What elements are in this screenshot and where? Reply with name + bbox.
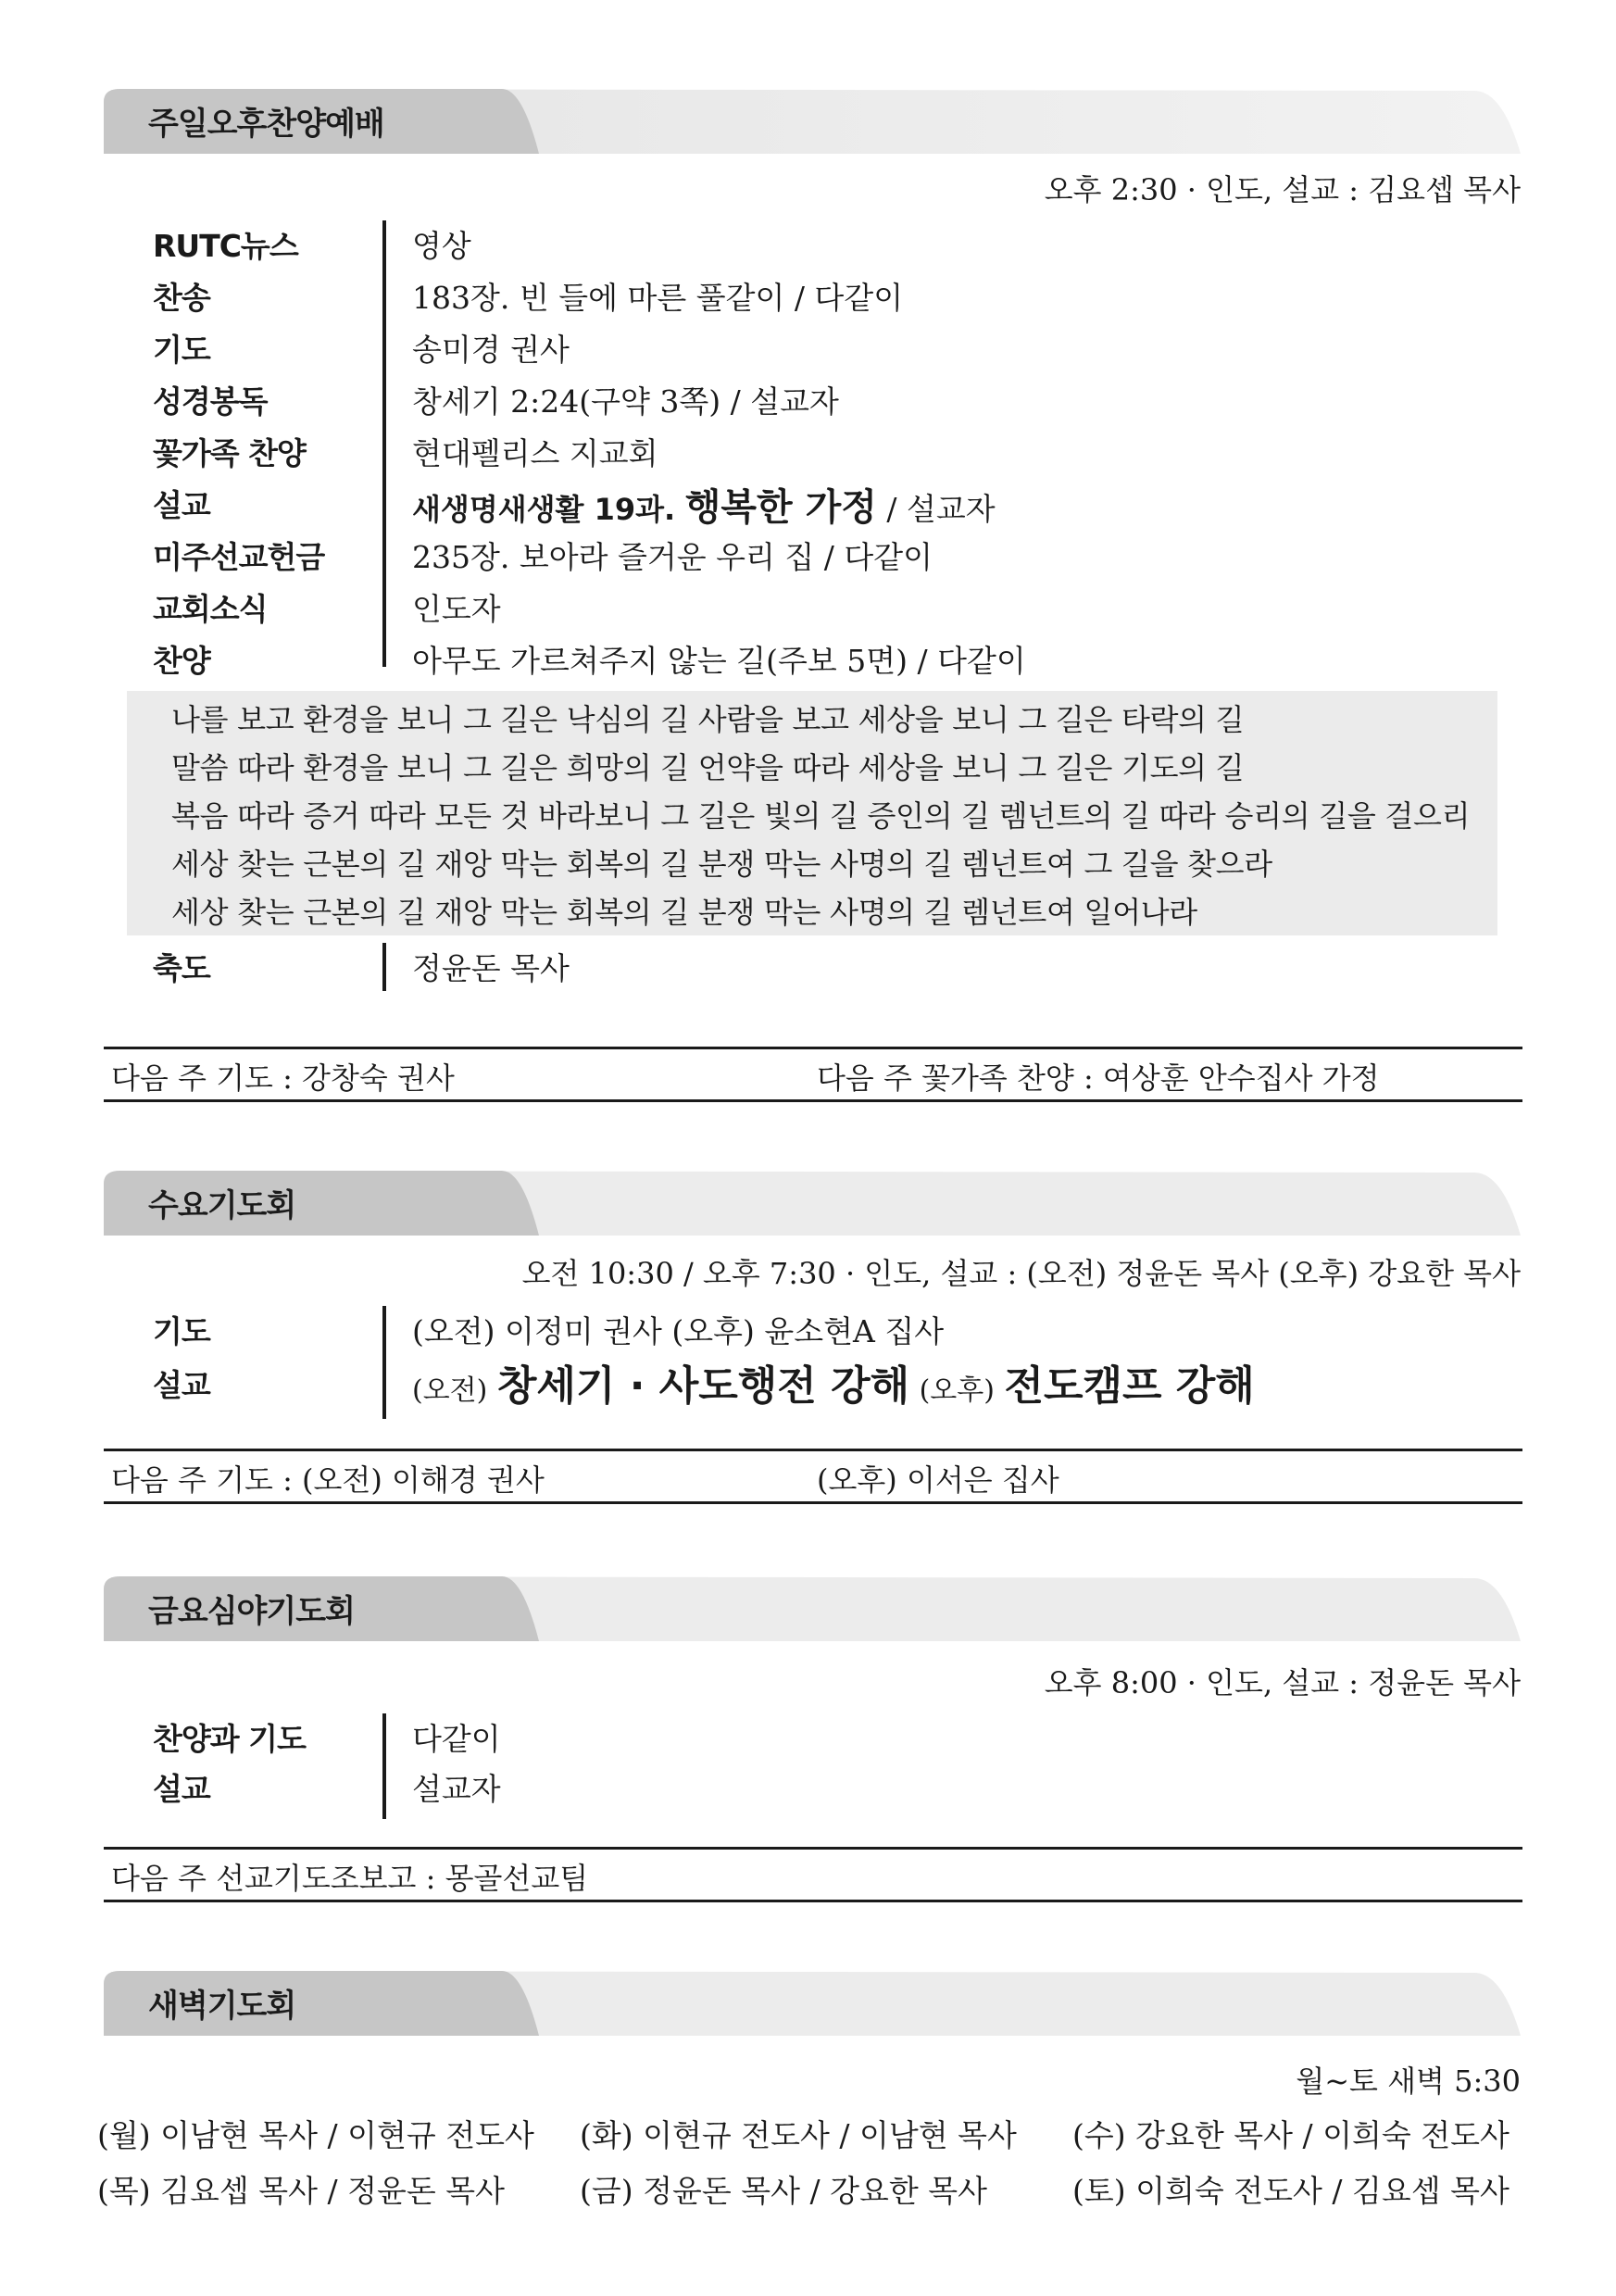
program-row [0,430,1616,482]
row-value: 정윤돈 목사 [412,950,570,986]
row-value: 인도자 [412,591,501,627]
row-label: 미주선교헌금 [153,539,325,575]
row-value: 아무도 가르쳐주지 않는 길(주보 5면) / 다같이 [412,643,1026,679]
program-row [0,533,1616,585]
dawn-schedule-item: (월) 이남현 목사 / 이현규 전도사 [97,2117,534,2153]
service-info: 오후 8:00 · 인도, 설교 : 정윤돈 목사 [1044,1665,1521,1700]
lyric-line: 나를 보고 환경을 보니 그 길은 낙심의 길 사람을 보고 세상을 보니 그 길은 타락의 길 [171,702,1245,737]
dawn-schedule-item: (화) 이현규 전도사 / 이남현 목사 [580,2117,1017,2153]
sermon-value [412,478,996,531]
lyric-line: 복음 따라 증거 따라 모든 것 바라보니 그 길은 빛의 길 증인의 길 렘넌트의 길 따라 승리의 길을 걸으리 [171,798,1471,834]
row-value: (오전) 이정미 권사 (오후) 윤소현A 집사 [412,1313,945,1349]
row-value: 창세기 2:24(구약 3쪽) / 설교자 [412,383,839,420]
sermon-pm-title: 전도캠프 강해 [1004,1362,1255,1410]
sermon-value [412,1352,1255,1411]
row-label: 찬송 [153,280,210,316]
row-value: 183장. 빈 들에 마른 풀같이 / 다같이 [412,280,904,316]
section-banner [104,1576,1521,1643]
dawn-schedule-item: (토) 이희숙 전도사 / 김요셉 목사 [1072,2173,1510,2209]
section-banner [104,89,1521,156]
sermon-pm-tag: (오후) [919,1374,995,1407]
next-praise: 다음 주 꽃가족 찬양 : 여상훈 안수집사 가정 [817,1060,1380,1096]
program-row [0,1765,1616,1817]
next-prayer-pm: (오후) 이서은 집사 [817,1462,1059,1498]
next-week-box [104,1449,1522,1504]
row-label: 꽃가족 찬양 [153,435,306,471]
lyric-line: 말씀 따라 환경을 보니 그 길은 희망의 길 언약을 따라 세상을 보니 그 길은 기도의 길 [171,750,1245,785]
row-label: 설교 [153,487,210,523]
sermon-am-title: 창세기 · 사도행전 강해 [496,1362,910,1410]
sermon-am-tag: (오전) [412,1374,488,1407]
row-label: 기도 [153,1313,210,1349]
row-label: RUTC뉴스 [153,228,298,264]
dawn-schedule-item: (금) 정윤돈 목사 / 강요한 목사 [580,2173,987,2209]
program-row [0,1715,1616,1767]
section-title: 금요심야기도회 [148,1593,355,1630]
program-row [0,326,1616,378]
section-title: 수요기도회 [148,1187,296,1224]
dawn-schedule-item: (수) 강요한 목사 / 이희숙 전도사 [1072,2117,1510,2153]
row-value: 송미경 권사 [412,332,570,368]
program-row [0,378,1616,430]
row-value: 235장. 보아라 즐거운 우리 집 / 다같이 [412,539,933,575]
row-label: 축도 [153,950,210,986]
next-week-box [104,1847,1522,1902]
service-info: 월~토 새벽 5:30 [1296,2064,1521,2099]
program-row [0,274,1616,326]
service-info: 오전 10:30 / 오후 7:30 · 인도, 설교 : (오전) 정윤돈 목사 (오후) 강요한 목사 [521,1256,1521,1291]
sermon-suffix: / 설교자 [876,491,996,527]
row-label: 교회소식 [153,591,268,627]
program-row [0,637,1616,689]
program-row [0,585,1616,637]
row-value: 현대펠리스 지교회 [412,435,658,471]
row-label: 성경봉독 [153,383,268,420]
next-prayer-am: 다음 주 기도 : (오전) 이해경 권사 [111,1462,545,1498]
row-value: 영상 [412,228,471,264]
lyrics-box [127,691,1497,935]
row-label: 찬양과 기도 [153,1721,306,1757]
row-value: 다같이 [412,1721,501,1757]
row-label: 설교 [153,1771,210,1807]
program-row [0,945,1616,997]
program-row-sermon [0,482,1616,533]
service-info: 오후 2:30 · 인도, 설교 : 김요셉 목사 [1044,172,1521,207]
row-label: 설교 [153,1367,210,1403]
row-label: 찬양 [153,643,210,679]
section-banner [104,1171,1521,1237]
row-label: 기도 [153,332,210,368]
next-week-box [104,1047,1522,1102]
row-value: 설교자 [412,1771,501,1807]
lyric-line: 세상 찾는 근본의 길 재앙 막는 회복의 길 분쟁 막는 사명의 길 렘넌트여 일어나라 [171,895,1197,930]
section-title: 새벽기도회 [148,1988,296,2025]
next-report: 다음 주 선교기도조보고 : 몽골선교팀 [111,1861,589,1896]
program-row [0,222,1616,274]
sermon-series: 새생명새생활 19과. [412,492,676,527]
next-prayer: 다음 주 기도 : 강창숙 권사 [111,1060,455,1096]
sermon-title: 행복한 가정 [684,486,877,529]
lyric-line: 세상 찾는 근본의 길 재앙 막는 회복의 길 분쟁 막는 사명의 길 렘넌트여 그 길을 찾으라 [171,847,1272,882]
section-title: 주일오후찬양예배 [148,106,384,143]
dawn-schedule-item: (목) 김요셉 목사 / 정윤돈 목사 [97,2173,505,2209]
program-row-sermon [0,1361,1616,1413]
section-banner [104,1971,1521,2038]
